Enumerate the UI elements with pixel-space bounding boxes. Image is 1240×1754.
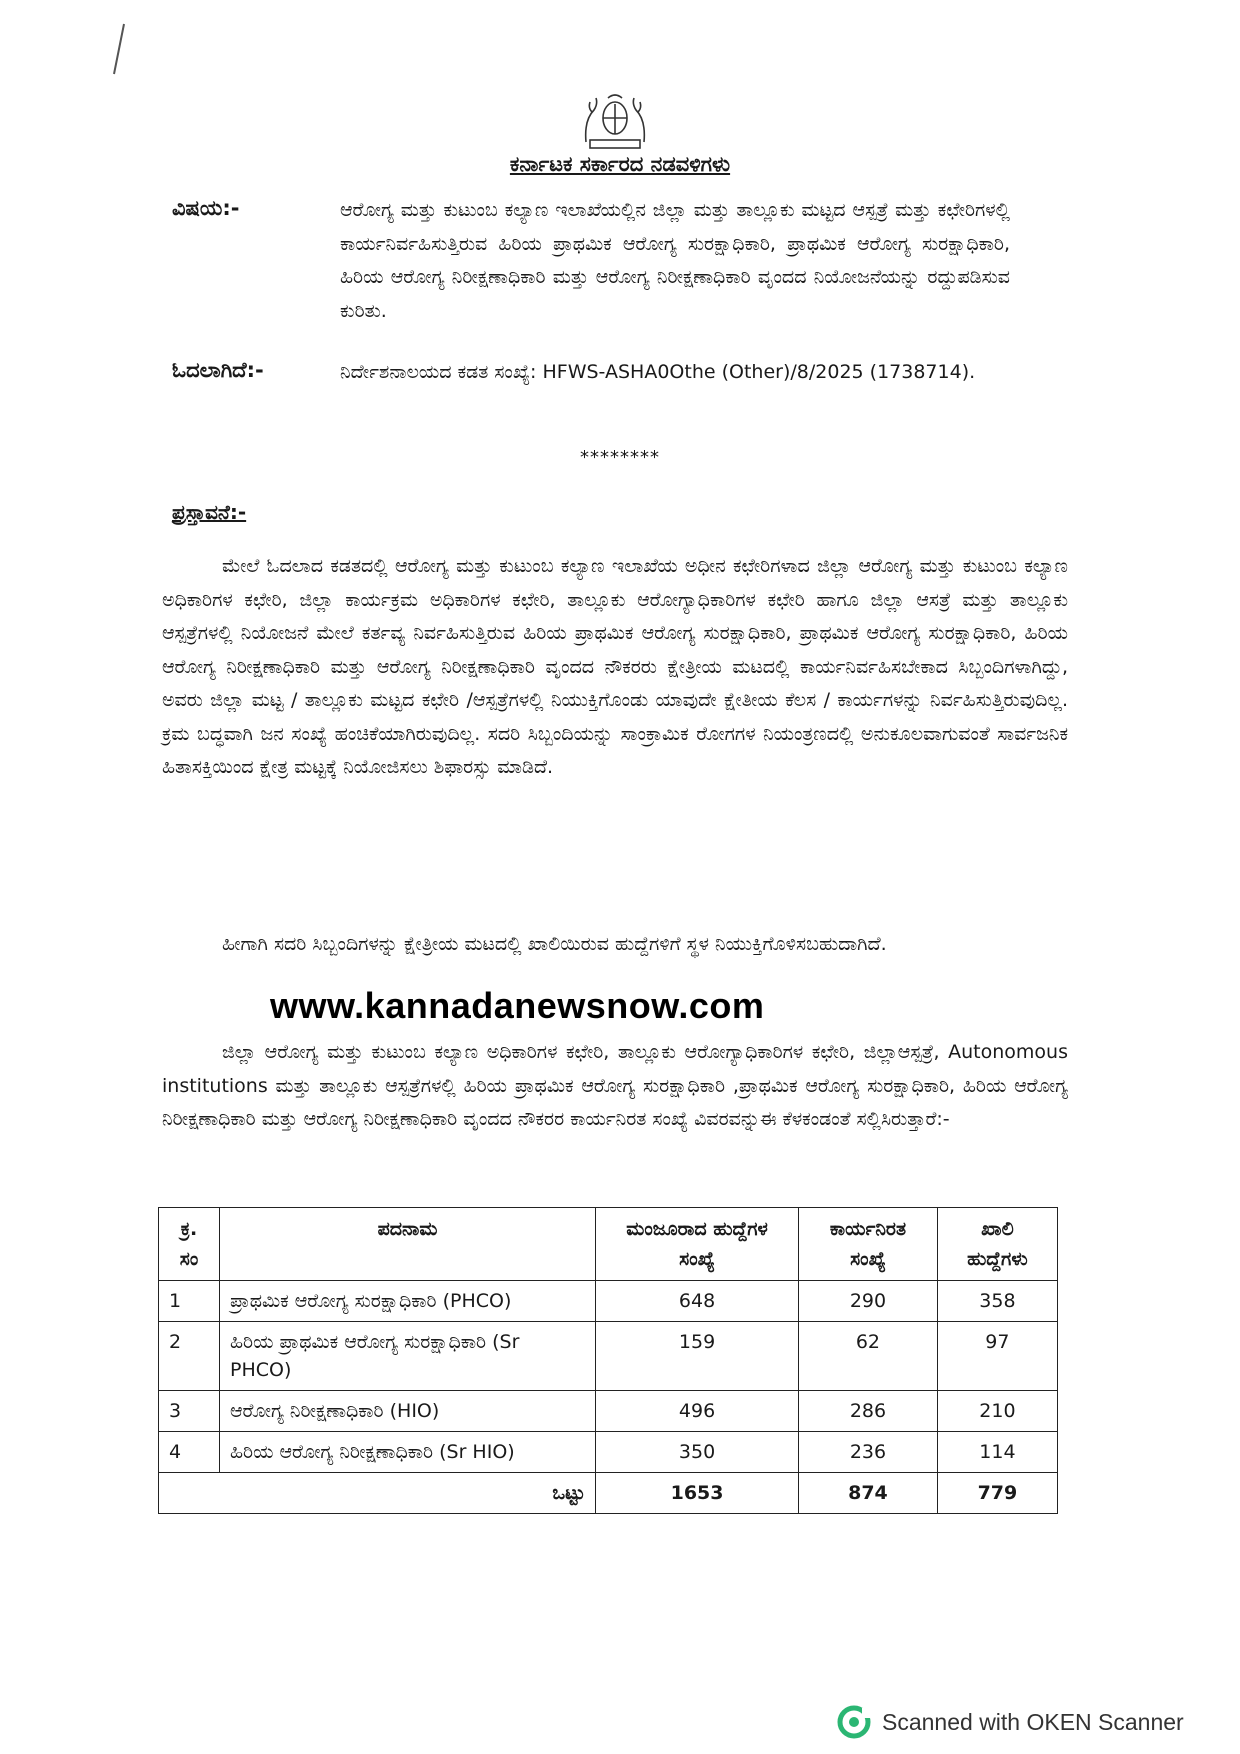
oken-scanner-logo-icon <box>836 1704 872 1740</box>
cell-sanctioned: 159 <box>596 1322 799 1391</box>
preamble-heading: ಪ್ರಸ್ತಾವನೆ:- <box>172 500 247 524</box>
cell-working: 290 <box>799 1281 938 1322</box>
cell-sl: 1 <box>159 1281 220 1322</box>
cell-sl: 2 <box>159 1322 220 1391</box>
table-header-row <box>159 1208 1058 1281</box>
total-sanctioned: 1653 <box>596 1473 799 1514</box>
cell-sl: 3 <box>159 1391 220 1432</box>
preamble-paragraph-1: ಮೇಲೆ ಓದಲಾದ ಕಡತದಲ್ಲಿ ಆರೋಗ್ಯ ಮತ್ತು ಕುಟುಂಬ ಕಲ್ಯಾಣ ಇಲಾಖೆಯ ಅಧೀನ ಕಛೇರಿಗಳಾದ ಜಿಲ್ಲಾ ಆರೋಗ್ಯ ಮತ್ತು ಕುಟುಂಬ ಕಲ್ಯಾಣ ಅಧಿಕಾರಿಗಳ ಕಛೇರಿ, ಜಿಲ್ಲಾ ಕಾರ್ಯಕ್ರಮ ಅಧಿಕಾರಿಗಳ ಕಛೇರಿ, ತಾಲ್ಲೂಕು ಆರೋಗ್ಯಾಧಿಕಾರಿಗಳ ಕಛೇರಿ ಹಾಗೂ ಜಿಲ್ಲಾ ಆಸತ್ರೆ ಮತ್ತು ತಾಲ್ಲೂಕು ಆಸ್ಪತ್ರೆಗಳಲ್ಲಿ ನಿಯೋಜನೆ ಮೇಲೆ ಕರ್ತವ್ಯ ನಿರ್ವಹಿಸುತ್ತಿರುವ ಹಿರಿಯ ಪ್ರಾಥಮಿಕ ಆರೋಗ್ಯ ಸುರಕ್ಷಾಧಿಕಾರಿ, ಪ್ರಾಥಮಿಕ ಆರೋಗ್ಯ ಸುರಕ್ಷಾಧಿಕಾರಿ, ಹಿರಿಯ ಆರೋಗ್ಯ ನಿರೀಕ್ಷಣಾಧಿಕಾರಿ ಮತ್ತು ಆರೋಗ್ಯ ನಿರೀಕ್ಷಣಾಧಿಕಾರಿ ವೃಂದದ ನೌಕರರು ಕ್ಷೇತ್ರೀಯ ಮಟದಲ್ಲಿ ಕಾರ್ಯನಿರ್ವಹಿಸಬೇಕಾದ ಸಿಬ್ಬಂದಿಗಳಾಗಿದ್ದು, ಅವರು ಜಿಲ್ಲಾ ಮಟ್ಟ / ತಾಲ್ಲೂಕು ಮಟ್ಟದ ಕಛೇರಿ /ಆಸ್ಪತ್ರೆಗಳಲ್ಲಿ ನಿಯುಕ್ತಿಗೊಂಡು ಯಾವುದೇ ಕ್ಷೇತೀಯ ಕೆಲಸ / ಕಾರ್ಯಗಳನ್ನು ನಿರ್ವಹಿಸುತ್ತಿರುವುದಿಲ್ಲ. ಕ್ರಮ ಬದ್ಧವಾಗಿ ಜನ ಸಂಖ್ಯೆ ಹಂಚಿಕೆಯಾಗಿರುವುದಿಲ್ಲ. ಸದರಿ ಸಿಬ್ಬಂದಿಯನ್ನು ಸಾಂಕ್ರಾಮಿಕ ರೋಗಗಳ ನಿಯಂತ್ರಣದಲ್ಲಿ ಅನುಕೂಲವಾಗುವಂತೆ ಸಾರ್ವಜನಿಕ ಹಿತಾಸಕ್ತಿಯಿಂದ ಕ್ಷೇತ್ರ ಮಟ್ಟಕ್ಕೆ ನಿಯೋಜಿಸಲು ಶಿಫಾರಸ್ಸು ಮಾಡಿದೆ. <box>162 555 1068 778</box>
total-working: 874 <box>799 1473 938 1514</box>
header-sanctioned-posts: ಮಂಜೂರಾದ ಹುದ್ದೆಗಳ ಸಂಖ್ಯೆ <box>596 1208 799 1281</box>
cell-sl: 4 <box>159 1432 220 1473</box>
table-row <box>159 1281 1058 1322</box>
section-separator: ******** <box>580 447 660 468</box>
cell-working: 62 <box>799 1322 938 1391</box>
pen-stroke-mark <box>110 22 128 76</box>
cell-designation: ಪ್ರಾಥಮಿಕ ಆರೋಗ್ಯ ಸುರಕ್ಷಾಧಿಕಾರಿ (PHCO) <box>220 1281 596 1322</box>
total-label: ಒಟ್ಟು <box>159 1473 596 1514</box>
karnataka-emblem-icon <box>578 90 652 152</box>
subject-text: ಆರೋಗ್ಯ ಮತ್ತು ಕುಟುಂಬ ಕಲ್ಯಾಣ ಇಲಾಖೆಯಲ್ಲಿನ ಜಿಲ್ಲಾ ಮತ್ತು ತಾಲ್ಲೂಕು ಮಟ್ಟದ ಆಸ್ಪತ್ರೆ ಮತ್ತು ಕಛೇರಿಗಳಲ್ಲಿ ಕಾರ್ಯನಿರ್ವಹಿಸುತ್ತಿರುವ ಹಿರಿಯ ಪ್ರಾಥಮಿಕ ಆರೋಗ್ಯ ಸುರಕ್ಷಾಧಿಕಾರಿ, ಪ್ರಾಥಮಿಕ ಆರೋಗ್ಯ ಸುರಕ್ಷಾಧಿಕಾರಿ, ಹಿರಿಯ ಆರೋಗ್ಯ ನಿರೀಕ್ಷಣಾಧಿಕಾರಿ ಮತ್ತು ಆರೋಗ್ಯ ನಿರೀಕ್ಷಣಾಧಿಕಾರಿ ವೃಂದದ ನಿಯೋಜನೆಯನ್ನು ರದ್ದುಪಡಿಸುವ ಕುರಿತು. <box>340 199 1010 322</box>
preamble-paragraph-3: ಜಿಲ್ಲಾ ಆರೋಗ್ಯ ಮತ್ತು ಕುಟುಂಬ ಕಲ್ಯಾಣ ಅಧಿಕಾರಿಗಳ ಕಛೇರಿ, ತಾಲ್ಲೂಕು ಆರೋಗ್ಯಾಧಿಕಾರಿಗಳ ಕಛೇರಿ, ಜಿಲ್ಲಾಆಸ್ಪತ್ರೆ, Autonomous institutions ಮತ್ತು ತಾಲ್ಲೂಕು ಆಸ್ಪತ್ರೆಗಳಲ್ಲಿ ಹಿರಿಯ ಪ್ರಾಥಮಿಕ ಆರೋಗ್ಯ ಸುರಕ್ಷಾಧಿಕಾರಿ ,ಪ್ರಾಥಮಿಕ ಆರೋಗ್ಯ ಸುರಕ್ಷಾಧಿಕಾರಿ, ಹಿರಿಯ ಆರೋಗ್ಯ ನಿರೀಕ್ಷಣಾಧಿಕಾರಿ ಮತ್ತು ಆರೋಗ್ಯ ನಿರೀಕ್ಷಣಾಧಿಕಾರಿ ವೃಂದದ ನೌಕರರ ಕಾರ್ಯನಿರತ ಸಂಖ್ಯೆ ವಿವರವನ್ನುಈ ಕೆಳಕಂಡಂತೆ ಸಲ್ಲಿಸಿರುತ್ತಾರೆ:- <box>162 1041 1068 1130</box>
table-total-row <box>159 1473 1058 1514</box>
cell-sanctioned: 496 <box>596 1391 799 1432</box>
website-watermark: www.kannadanewsnow.com <box>270 985 765 1026</box>
cell-designation: ಆರೋಗ್ಯ ನಿರೀಕ್ಷಣಾಧಿಕಾರಿ (HIO) <box>220 1391 596 1432</box>
reference-label: ಓದಲಾಗಿದೆ:- <box>172 358 264 382</box>
preamble-paragraph-2: ಹೀಗಾಗಿ ಸದರಿ ಸಿಬ್ಬಂದಿಗಳನ್ನು ಕ್ಷೇತ್ರೀಯ ಮಟದಲ್ಲಿ ಖಾಲಿಯಿರುವ ಹುದ್ದೆಗಳಿಗೆ ಸ್ಥಳ ನಿಯುಕ್ತಿಗೊಳಿಸಬಹುದಾಗಿದೆ. <box>222 933 887 955</box>
cell-working: 236 <box>799 1432 938 1473</box>
cell-vacant: 97 <box>937 1322 1057 1391</box>
cell-sanctioned: 648 <box>596 1281 799 1322</box>
header-vacant-posts: ಖಾಲಿ ಹುದ್ದೆಗಳು <box>937 1208 1057 1281</box>
government-proceedings-title: ಕರ್ನಾಟಕ ಸರ್ಕಾರದ ನಡವಳಿಗಳು <box>509 152 731 176</box>
header-working-count: ಕಾರ್ಯನಿರತ ಸಂಖ್ಯೆ <box>799 1208 938 1281</box>
cell-designation: ಹಿರಿಯ ಆರೋಗ್ಯ ನಿರೀಕ್ಷಣಾಧಿಕಾರಿ (Sr HIO) <box>220 1432 596 1473</box>
cell-vacant: 114 <box>937 1432 1057 1473</box>
cell-vacant: 358 <box>937 1281 1057 1322</box>
table-row <box>159 1391 1058 1432</box>
header-sl-no: ಕ್ರ. ಸಂ <box>159 1208 220 1281</box>
cell-sanctioned: 350 <box>596 1432 799 1473</box>
subject-label: ವಿಷಯ:- <box>172 196 240 220</box>
cell-vacant: 210 <box>937 1391 1057 1432</box>
scanner-badge <box>836 1704 1184 1740</box>
cell-designation: ಹಿರಿಯ ಪ್ರಾಥಮಿಕ ಆರೋಗ್ಯ ಸುರಕ್ಷಾಧಿಕಾರಿ (Sr PHCO) <box>220 1322 596 1391</box>
table-row <box>159 1432 1058 1473</box>
total-vacant: 779 <box>937 1473 1057 1514</box>
cell-working: 286 <box>799 1391 938 1432</box>
table-row <box>159 1322 1058 1391</box>
posts-table <box>158 1207 1058 1514</box>
header-designation: ಪದನಾಮ <box>220 1208 596 1281</box>
scanner-text: Scanned with OKEN Scanner <box>882 1708 1184 1735</box>
reference-text: ನಿರ್ದೇಶನಾಲಯದ ಕಡತ ಸಂಖ್ಯೆ: HFWS-ASHA0Othe (Other)/8/2025 (1738714). <box>340 361 976 383</box>
